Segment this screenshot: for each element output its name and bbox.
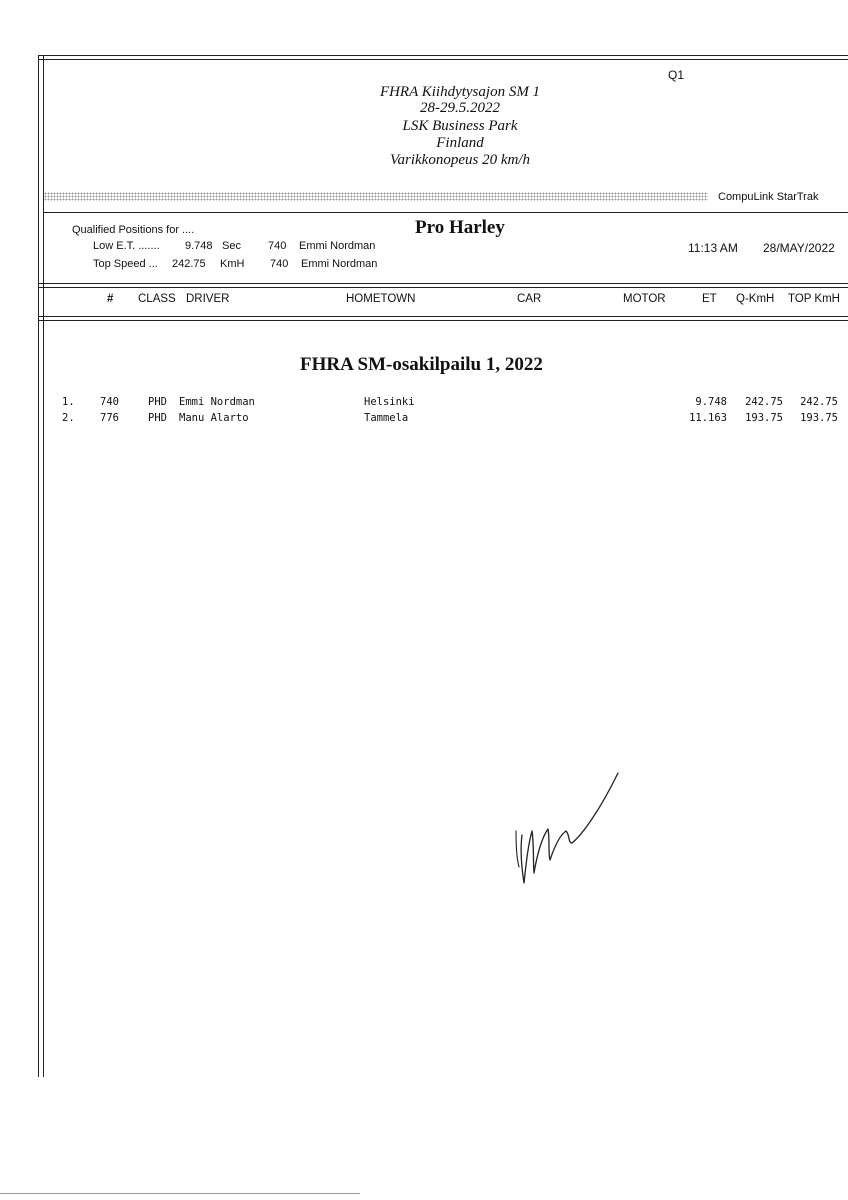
row-topkmh: 242.75 xyxy=(800,396,838,408)
low-et-num: 740 xyxy=(268,240,287,252)
row-num: 740 xyxy=(100,396,119,408)
report-time: 11:13 AM xyxy=(688,241,738,255)
row-class: PHD xyxy=(148,412,167,424)
event-venue: LSK Business Park xyxy=(402,118,518,134)
col-topkmh: TOP KmH xyxy=(788,293,840,305)
top-speed-value: 242.75 xyxy=(172,258,206,270)
column-rule-bottom-2 xyxy=(38,320,848,321)
row-topkmh: 193.75 xyxy=(800,412,838,424)
col-car: CAR xyxy=(517,293,542,305)
low-et-value: 9.748 xyxy=(185,240,213,252)
section-title: FHRA SM-osakilpailu 1, 2022 xyxy=(300,354,543,375)
col-motor: MOTOR xyxy=(623,293,666,305)
event-pit-speed: Varikkonopeus 20 km/h xyxy=(390,152,530,168)
low-et-driver: Emmi Nordman xyxy=(299,240,376,252)
top-speed-unit: KmH xyxy=(220,258,245,270)
page-code: Q1 xyxy=(668,68,685,82)
event-dates: 28-29.5.2022 xyxy=(420,100,500,116)
top-speed-driver: Emmi Nordman xyxy=(301,258,378,270)
row-et: 9.748 xyxy=(695,396,727,408)
row-et: 11.163 xyxy=(689,412,727,424)
dotted-band xyxy=(44,192,708,201)
row-driver: Emmi Nordman xyxy=(179,396,255,408)
row-hometown: Helsinki xyxy=(364,396,415,408)
left-border-inner xyxy=(43,55,44,1077)
report-date: 28/MAY/2022 xyxy=(763,241,835,255)
row-class: PHD xyxy=(148,396,167,408)
top-rule-2 xyxy=(38,59,848,60)
signature xyxy=(510,765,630,895)
qualified-label: Qualified Positions for .... xyxy=(72,224,195,236)
col-class: CLASS xyxy=(138,293,176,305)
top-rule xyxy=(38,55,848,56)
page-bottom-rule xyxy=(0,1193,360,1194)
event-name: FHRA Kiihdytysajon SM 1 xyxy=(379,84,541,100)
col-et: ET xyxy=(702,293,717,305)
system-label: CompuLink StarTrak xyxy=(718,191,819,203)
col-hometown: HOMETOWN xyxy=(346,293,416,305)
row-qkmh: 193.75 xyxy=(745,412,783,424)
header-rule xyxy=(44,212,848,213)
low-et-label: Low E.T. ....... xyxy=(93,240,160,252)
class-title: Pro Harley xyxy=(415,217,505,238)
column-rule-top xyxy=(38,283,848,284)
col-driver: DRIVER xyxy=(186,293,230,305)
col-qkmh: Q-KmH xyxy=(736,293,775,305)
low-et-unit: Sec xyxy=(222,240,241,252)
row-qkmh: 242.75 xyxy=(745,396,783,408)
top-speed-num: 740 xyxy=(270,258,289,270)
col-num: # xyxy=(107,293,114,305)
row-num: 776 xyxy=(100,412,119,424)
left-border-outer xyxy=(38,55,39,1077)
event-country: Finland xyxy=(436,135,484,151)
column-rule-bottom xyxy=(38,316,848,317)
row-hometown: Tammela xyxy=(364,412,409,424)
column-rule-top-2 xyxy=(38,287,848,288)
row-driver: Manu Alarto xyxy=(179,412,249,424)
row-pos: 1. xyxy=(62,396,75,408)
row-pos: 2. xyxy=(62,412,75,424)
top-speed-label: Top Speed ... xyxy=(93,258,158,270)
